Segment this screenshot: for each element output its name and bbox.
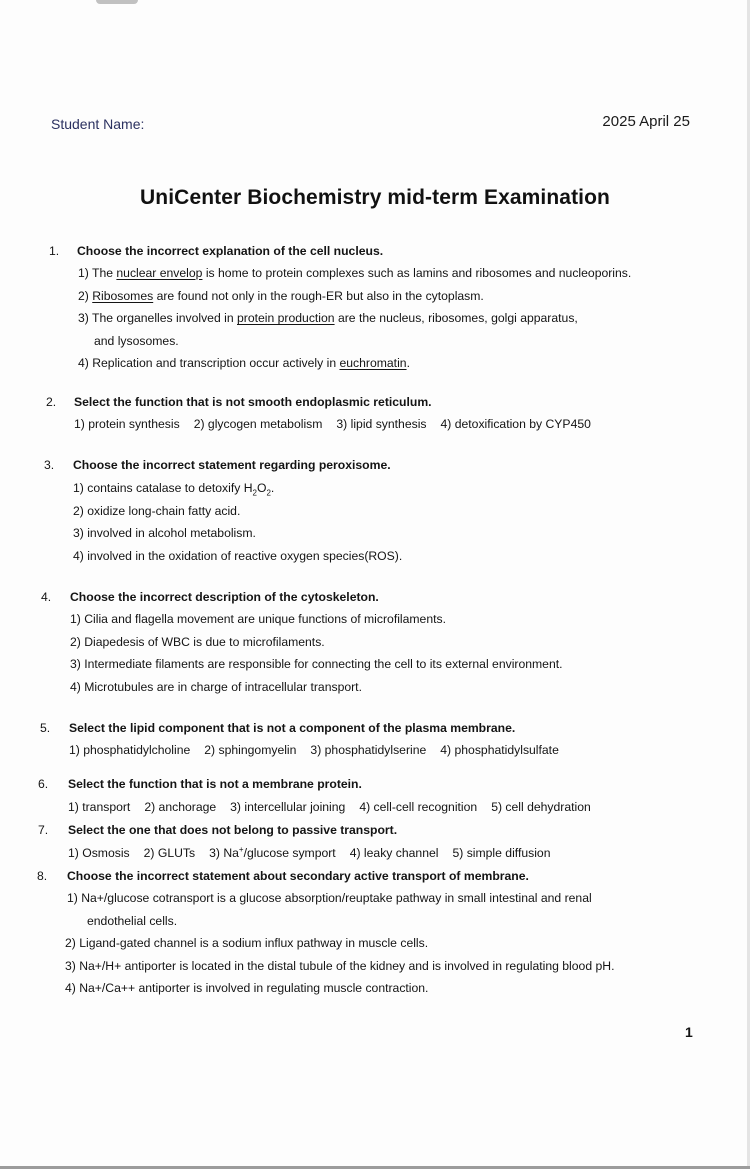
option-3	[209, 842, 336, 865]
option-4: 4) leaky channel	[349, 846, 439, 860]
option-2: 2) GLUTs	[143, 846, 196, 860]
option-3: 3) lipid synthesis	[336, 417, 427, 431]
option-1: 1) transport	[68, 800, 131, 814]
option-list	[68, 796, 605, 819]
question-number: 1.	[49, 244, 60, 258]
option-4	[78, 352, 631, 375]
question-number: 6.	[38, 777, 49, 791]
option-3: 3) intercellular joining	[230, 800, 346, 814]
option-4: 4) cell-cell recognition	[359, 800, 478, 814]
option-list	[69, 739, 573, 762]
option-3-continuation: and lysosomes.	[94, 333, 179, 348]
subscript: 2	[252, 488, 257, 498]
exam-title: UniCenter Biochemistry mid-term Examination	[140, 186, 610, 209]
exam-date: 2025 April 25	[602, 113, 690, 130]
question-number: 5.	[40, 721, 51, 735]
underlined-term: euchromatin	[339, 356, 407, 371]
option-text: 4) Replication and transcription occur actively in	[78, 356, 340, 371]
underlined-term: Ribosomes	[92, 288, 154, 303]
subscript: 2	[266, 488, 271, 498]
option-2	[78, 285, 631, 308]
option-5: 5) simple diffusion	[452, 846, 551, 860]
question-number: 4.	[41, 590, 52, 604]
option-1: 1) Osmosis	[68, 846, 130, 860]
option-2: 2) oxidize long-chain fatty acid.	[73, 503, 241, 518]
question-stem: Select the function that is not smooth endoplasmic reticulum.	[74, 395, 432, 409]
option-text: .	[406, 356, 410, 371]
option-list	[74, 413, 605, 436]
option-text: is home to protein complexes such as lamins and ribosomes and nucleoporins.	[202, 266, 632, 280]
question-stem: Choose the incorrect explanation of the cell nucleus.	[77, 244, 384, 258]
option-2: 2) Ligand-gated channel is a sodium influx pathway in muscle cells.	[65, 936, 429, 951]
option-text: 2)	[78, 288, 93, 303]
superscript: +	[238, 844, 244, 854]
option-1: 1) Cilia and flagella movement are unique functions of microfilaments.	[70, 612, 446, 626]
question-stem: Choose the incorrect statement about secondary active transport of membrane.	[67, 869, 529, 883]
question-stem: Select the function that is not a membrane protein.	[68, 777, 362, 791]
question-number: 2.	[46, 395, 57, 409]
underlined-term: nuclear envelop	[116, 266, 203, 280]
option-4: 4) Microtubules are in charge of intracellular transport.	[70, 679, 362, 694]
option-4: 4) phosphatidylsulfate	[440, 743, 559, 757]
option-list	[70, 608, 563, 698]
option-list	[78, 262, 631, 375]
option-1	[78, 262, 631, 285]
option-1: 1) protein synthesis	[74, 417, 180, 431]
option-1: 1) Na+/glucose cotransport is a glucose absorption/reuptake pathway in small intestinal and renal	[67, 891, 592, 905]
option-text: 1) The	[78, 266, 117, 280]
option-2: 2) sphingomyelin	[204, 743, 297, 757]
scan-smudge	[96, 0, 138, 4]
option-2: 2) Diapedesis of WBC is due to microfilaments.	[70, 634, 325, 649]
student-name-label: Student Name:	[51, 116, 145, 132]
question-stem: Select the one that does not belong to passive transport.	[68, 823, 398, 837]
question-number: 8.	[37, 869, 48, 883]
option-4: 4) detoxification by CYP450	[440, 417, 591, 431]
option-4: 4) Na+/Ca++ antiporter is involved in regulating muscle contraction.	[65, 981, 429, 996]
option-text: O	[256, 481, 267, 495]
option-2: 2) glycogen metabolism	[193, 417, 323, 431]
question-stem: Choose the incorrect description of the cytoskeleton.	[70, 590, 379, 604]
question-stem: Select the lipid component that is not a component of the plasma membrane.	[69, 721, 516, 735]
option-text: are found not only in the rough-ER but also in the cytoplasm.	[153, 288, 484, 303]
page-number: 1	[685, 1024, 693, 1040]
option-3	[78, 307, 631, 330]
option-text: are the nucleus, ribosomes, golgi apparatus,	[334, 311, 578, 326]
option-text: 3) The organelles involved in	[78, 311, 237, 326]
option-2: 2) anchorage	[144, 800, 217, 814]
underlined-term: protein production	[237, 311, 335, 326]
question-number: 7.	[38, 823, 49, 837]
question-number: 3.	[44, 458, 55, 472]
question-stem: Choose the incorrect statement regarding peroxisome.	[73, 458, 391, 472]
option-1-continuation: endothelial cells.	[87, 913, 178, 928]
option-3: 3) Intermediate filaments are responsible for connecting the cell to its external environment.	[70, 657, 563, 672]
option-3: 3) phosphatidylserine	[310, 743, 427, 757]
option-1: 1) phosphatidylcholine	[69, 743, 191, 757]
option-3: 3) Na+/H+ antiporter is located in the distal tubule of the kidney and is involved in regulating blood pH.	[65, 958, 615, 973]
option-list	[65, 887, 614, 1000]
option-5: 5) cell dehydration	[491, 800, 591, 814]
option-4: 4) involved in the oxidation of reactive oxygen species(ROS).	[73, 548, 403, 563]
option-text: .	[270, 481, 275, 495]
option-list	[73, 477, 402, 567]
option-text: /glucose symport	[243, 846, 336, 860]
option-text: 1) contains catalase to detoxify H	[73, 481, 253, 495]
option-1	[73, 477, 402, 500]
option-text: 3) Na	[209, 846, 239, 860]
option-3: 3) involved in alcohol metabolism.	[73, 526, 256, 541]
option-list	[68, 842, 564, 865]
